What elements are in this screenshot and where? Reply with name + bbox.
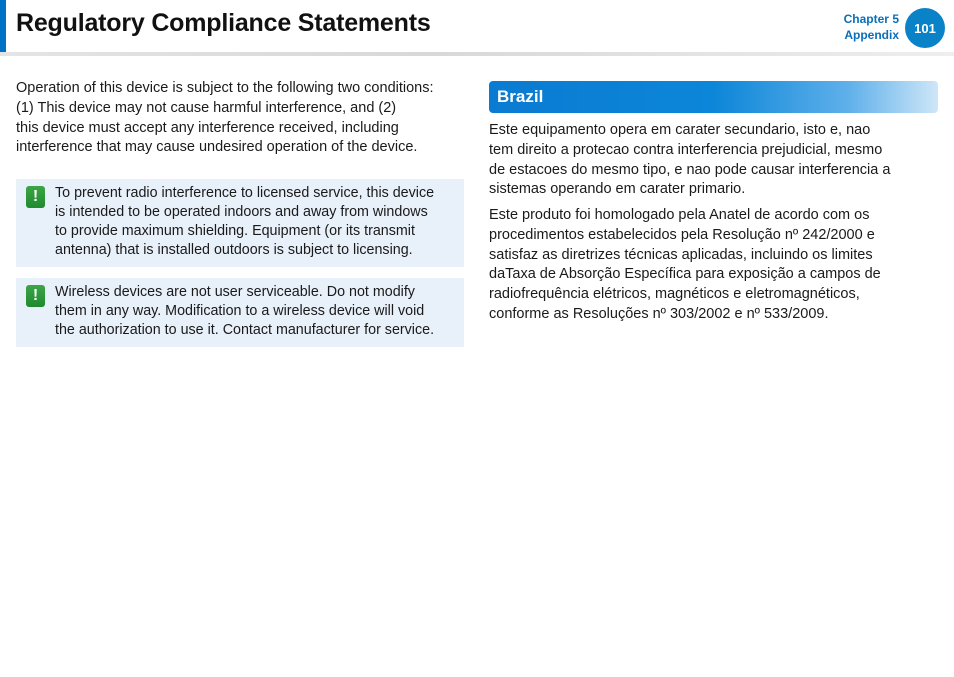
intro-line: (1) This device may not cause harmful interference, and (2): [16, 99, 397, 116]
notice-line: them in any way. Modification to a wireless device will void: [55, 303, 425, 319]
paragraph-line: Este produto foi homologado pela Anatel de acordo com os: [489, 207, 870, 223]
paragraph-line: Este equipamento opera em carater secundario, isto e, nao: [489, 122, 871, 138]
header-divider: [0, 52, 954, 56]
notice-line: antenna) that is installed outdoors is subject to licensing.: [55, 242, 413, 258]
chapter-info: [844, 11, 899, 43]
paragraph-line: daTaxa de Absorção Específica para exposição a campos de: [489, 266, 881, 283]
brazil-paragraph-2: [489, 206, 881, 325]
paragraph-line: procedimentos estabelecidos pela Resolução nº 242/2000 e: [489, 226, 875, 243]
notice-line: Wireless devices are not user serviceable. Do not modify: [55, 284, 415, 300]
notice-line: to provide maximum shielding. Equipment (or its transmit: [55, 223, 415, 239]
chapter-section-label: Appendix: [844, 28, 899, 42]
intro-line: Operation of this device is subject to the following two conditions:: [16, 80, 434, 96]
notice-line: To prevent radio interference to licensed service, this device: [55, 185, 435, 201]
paragraph-line: sistemas operando em carater primario.: [489, 181, 746, 198]
intro-line: this device must accept any interference received, including: [16, 119, 399, 136]
chapter-label: Chapter 5: [843, 12, 899, 26]
header-accent-bar: [0, 0, 6, 52]
section-header-brazil: [489, 81, 938, 113]
page-title: Regulatory Compliance Statements: [16, 9, 431, 37]
notice-text: [55, 184, 434, 260]
paragraph-line: satisfaz as diretrizes técnicas aplicadas, incluindo os limites: [489, 246, 873, 263]
page-header: [0, 0, 954, 56]
caution-icon: !: [26, 285, 45, 307]
intro-line: interference that may cause undesired operation of the device.: [16, 139, 418, 156]
intro-paragraph: [16, 79, 466, 158]
caution-icon: !: [26, 186, 45, 208]
notice-line: the authorization to use it. Contact manufacturer for service.: [55, 322, 435, 338]
paragraph-line: de estacoes do mesmo tipo, e nao pode causar interferencia a: [489, 161, 891, 178]
paragraph-line: conforme as Resoluções nº 303/2002 e nº 533/2009.: [489, 305, 829, 322]
paragraph-line: radiofrequência elétricos, magnéticos e eletromagnéticos,: [489, 286, 860, 303]
page-number-badge: 101: [905, 8, 945, 48]
brazil-paragraph-1: [489, 121, 890, 200]
paragraph-line: tem direito a protecao contra interferencia prejudicial, mesmo: [489, 141, 883, 158]
left-column: [16, 79, 466, 158]
caution-notice-wireless-service: [16, 278, 464, 347]
notice-line: is intended to be operated indoors and away from windows: [55, 204, 428, 220]
section-title: Brazil: [497, 87, 544, 106]
notice-text: [55, 283, 434, 340]
caution-notice-radio-interference: [16, 179, 464, 267]
